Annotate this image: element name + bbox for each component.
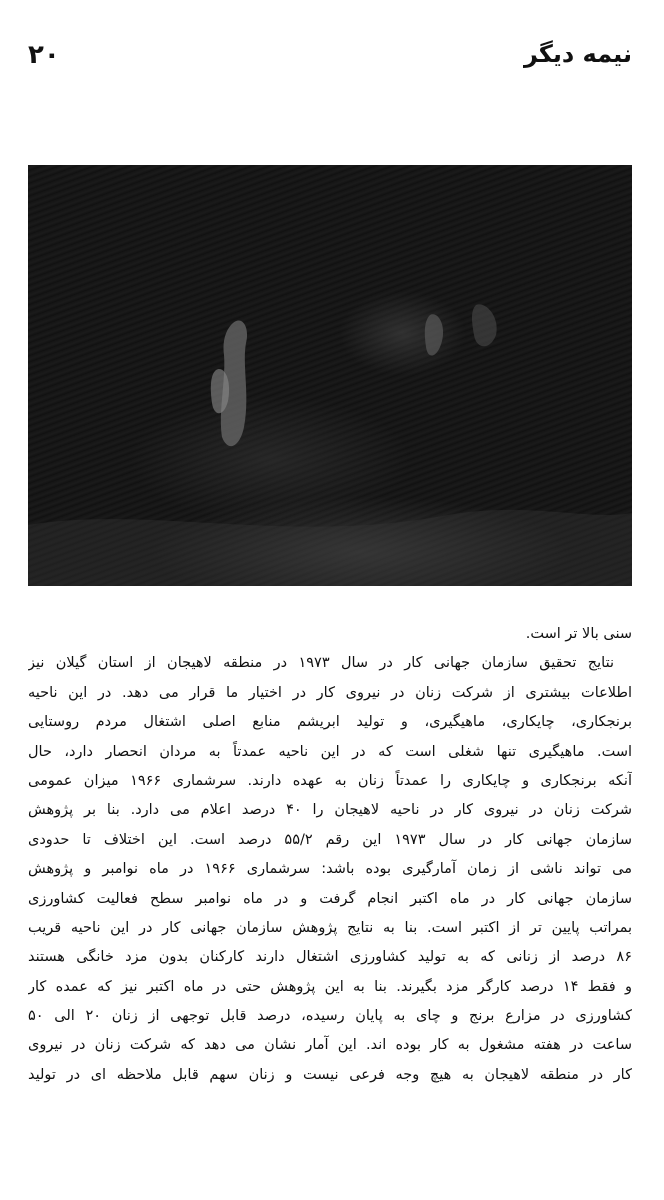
text-line: می تواند ناشی از زمان آمارگیری بوده باشد: سرشماری ۱۹۶۶ در ماه نوامبر و پژوهش (28, 861, 632, 878)
text-line: آنکه برنجکاری و چایکاری را عمدتاً زنان به عهده دارند. سرشماری ۱۹۶۶ میزان عمومی (28, 772, 632, 789)
photograph-figures (28, 165, 632, 586)
text-line: شرکت زنان در نیروی کار در ناحیه لاهیجان را ۴۰ درصد اعلام می دارد. بنا بر پژوهش (28, 802, 632, 819)
text-line: است. ماهیگیری تنها شغلی است که در این ناحیه عمدتاً به مردان انحصار دارد، حال (28, 743, 632, 760)
body-paragraph (28, 620, 632, 1090)
field-foreground (28, 510, 632, 586)
text-line: اطلاعات بیشتری از شرکت زنان در نیروی کار در اختیار ما قرار می دهد. در این ناحیه (28, 684, 632, 701)
text-line: بمراتب پایین تر از اکتبر است. بنا به نتایج پژوهش سازمان جهانی کار در این ناحیه قریب (28, 919, 632, 936)
text-line: برنجکاری، چایکاری، ماهیگیری، و تولید ابریشم منابع اصلی اشتغال مردم روستایی (28, 714, 632, 731)
text-line: سازمان جهانی کار در سال ۱۹۷۳ این رقم ۵۵/۲ درصد است. این اختلاف تا حدودی (28, 831, 632, 848)
text-line: سازمان جهانی کار در ماه اکتبر انجام گرفت و در ماه نوامبر سطح فعالیت کشاورزی (28, 890, 632, 907)
figure-highlight-far-right (472, 304, 497, 346)
page-number: ۲۰ (28, 40, 60, 70)
text-line: ۸۶ درصد از زنانی که به تولید کشاورزی اشتغال دارند کارکنان بدون مزد خانگی هستند (28, 949, 632, 966)
running-title: نیمه دیگر (523, 40, 632, 68)
text-line: کشاورزی در مزارع برنج و چای به پایان رسیده، درصد قابل توجهی از زنان ۲۰ الی ۵۰ (28, 1008, 632, 1025)
figure-highlight-right (425, 314, 443, 355)
text-line: ساعت در هفته مشغول به کار بوده اند. این آمار نشان می دهد که شرکت زنان در نیروی (28, 1037, 632, 1054)
text-line: سنی بالا تر است. (525, 626, 632, 642)
page-header (28, 40, 632, 80)
text-line: و فقط ۱۴ درصد کارگر مزد بگیرند. بنا به این پژوهش حتی در ماه اکتبر نیز که عمده کار (28, 978, 632, 995)
photograph (28, 165, 632, 586)
text-line: نتایج تحقیق سازمان جهانی کار در سال ۱۹۷۳ در منطقه لاهیجان از استان گیلان نیز (28, 655, 614, 672)
text-line: کار در منطقه لاهیجان به هیچ وجه فرعی نیست و زنان سهم قابل ملاحظه ای در تولید (28, 1066, 632, 1083)
